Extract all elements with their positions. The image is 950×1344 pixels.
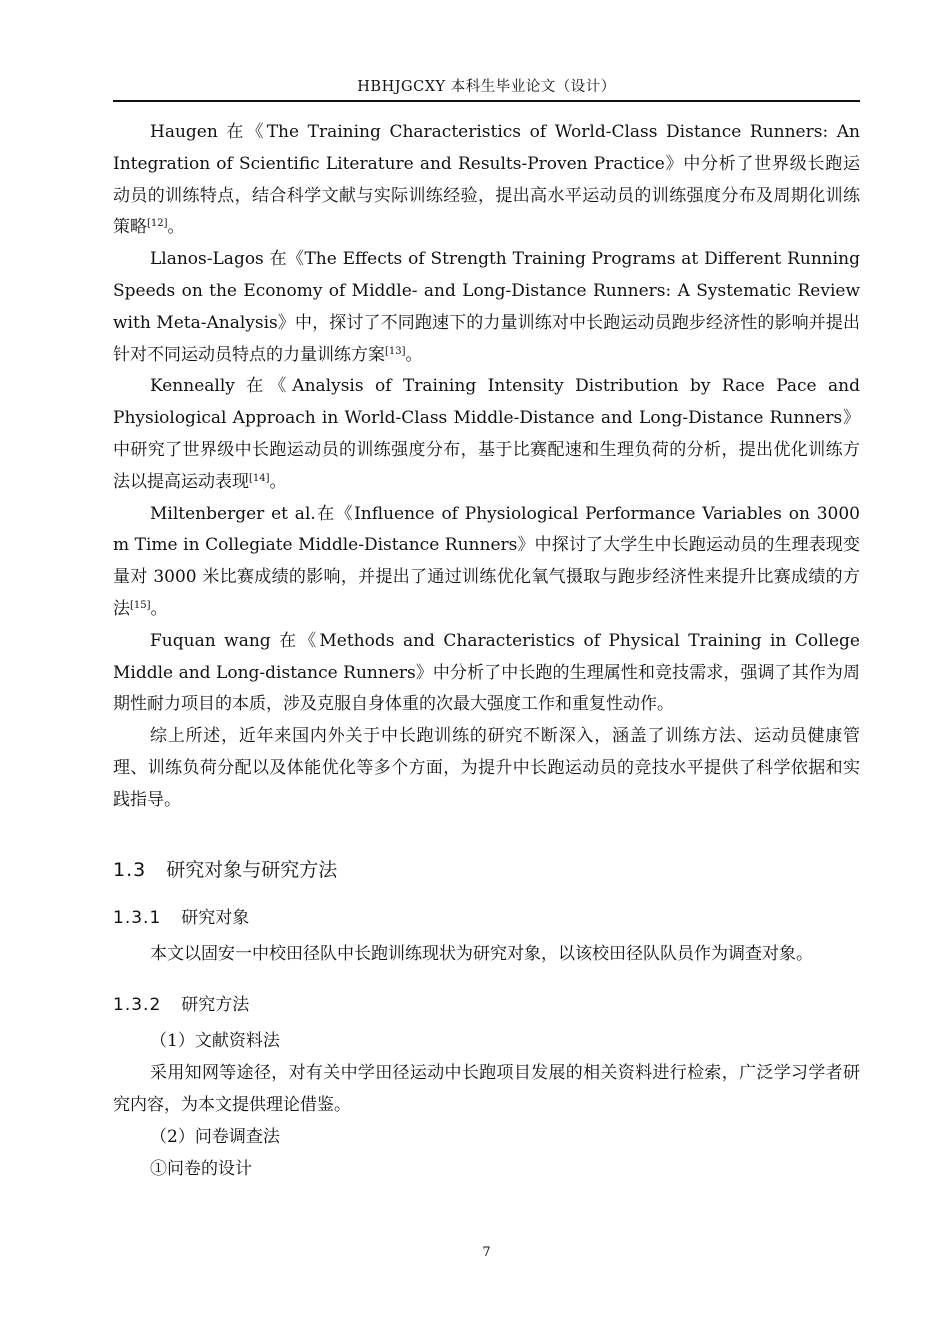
paragraph-haugen [113,117,860,244]
citation-marker: [15] [130,599,151,611]
subsection-heading-1-3-1 [113,903,860,933]
paragraph-summary [113,721,860,816]
method-item-questionnaire: （2）问卷调查法 [150,1126,280,1147]
paragraph-llanos-lagos [113,244,860,371]
questionnaire-design-item: ①问卷的设计 [150,1158,252,1179]
paragraph-end: 。 [405,344,423,365]
paragraph-miltenberger [113,499,860,626]
paragraph-end: 。 [150,598,168,619]
paragraph-text: Llanos-Lagos 在《The Effects of Strength Training Programs at Different Running Speeds on the Economy of Middle- and Long-Distance Runners: A Systematic Review with Meta-Analysis》中，探讨了不同跑速下的力量训练对中长跑运动员跑步经济性的影响并提出针对不同运动员特点的力量训练方案 [113,249,860,365]
subsection-title: 研究对象 [181,907,250,928]
subsection-title: 研究方法 [181,995,250,1016]
section-heading-1-3 [113,855,860,885]
citation-marker: [14] [249,472,270,484]
subsection-number: 1.3.1 [113,907,162,928]
paragraph-fuquan-wang [113,626,860,721]
section-title: 研究对象与研究方法 [166,858,338,881]
paragraph-text: Kenneally 在《Analysis of Training Intensity Distribution by Race Pace and Physiological Approach in World-Class Middle-Distance and Long-Distance Runners》中研究了世界级中长跑运动员的训练强度分布，基于比赛配速和生理负荷的分析，提出优化训练方法以提高运动表现 [113,376,860,492]
paragraph-research-object: 本文以固安一中校田径队中长跑训练现状为研究对象，以该校田径队队员作为调查对象。 [150,943,813,964]
section-number: 1.3 [113,858,147,881]
page-number: 7 [482,1245,491,1260]
paragraph-literature-method: 采用知网等途径，对有关中学田径运动中长跑项目发展的相关资料进行检索，广泛学习学者研究内容，为本文提供理论借鉴。 [113,1063,860,1115]
subsection-heading-1-3-2 [113,990,860,1020]
running-header: HBHJGCXY 本科生毕业论文（设计） [357,79,616,95]
citation-marker: [13] [385,345,406,357]
paragraph-text: Miltenberger et al.在《Influence of Physiological Performance Variables on 3000 m Time in Collegiate Middle-Distance Runners》中探讨了大学生中长跑运动员的生理表现变量对 3000 米比赛成绩的影响，并提出了通过训练优化氧气摄取与跑步经济性来提升比赛成绩的方法 [113,503,860,619]
paragraph-text: Haugen 在《The Training Characteristics of World-Class Distance Runners: An Integration of Scientific Literature and Results-Proven Practice》中分析了世界级长跑运动员的训练特点，结合科学文献与实际训练经验，提出高水平运动员的训练强度分布及周期化训练策略 [113,122,860,238]
page-body [113,117,860,1185]
paragraph-text: Fuquan wang 在《Methods and Characteristics of Physical Training in College Middle and Long-distance Runners》中分析了中长跑的生理属性和竞技需求，强调了其作为周期性耐力项目的本质，涉及克服自身体重的次最大强度工作和重复性动作。 [113,630,860,715]
citation-marker: [12] [147,218,168,230]
paragraph-kenneally [113,371,860,498]
paragraph-end: 。 [167,217,185,238]
subsection-number: 1.3.2 [113,995,162,1016]
method-item-literature: （1）文献资料法 [150,1031,280,1052]
paragraph-end: 。 [269,471,287,492]
header-rule [113,100,860,102]
paragraph-text: 综上所述，近年来国内外关于中长跑训练的研究不断深入，涵盖了训练方法、运动员健康管理、训练负荷分配以及体能优化等多个方面，为提升中长跑运动员的竞技水平提供了科学依据和实践指导。 [113,726,860,810]
